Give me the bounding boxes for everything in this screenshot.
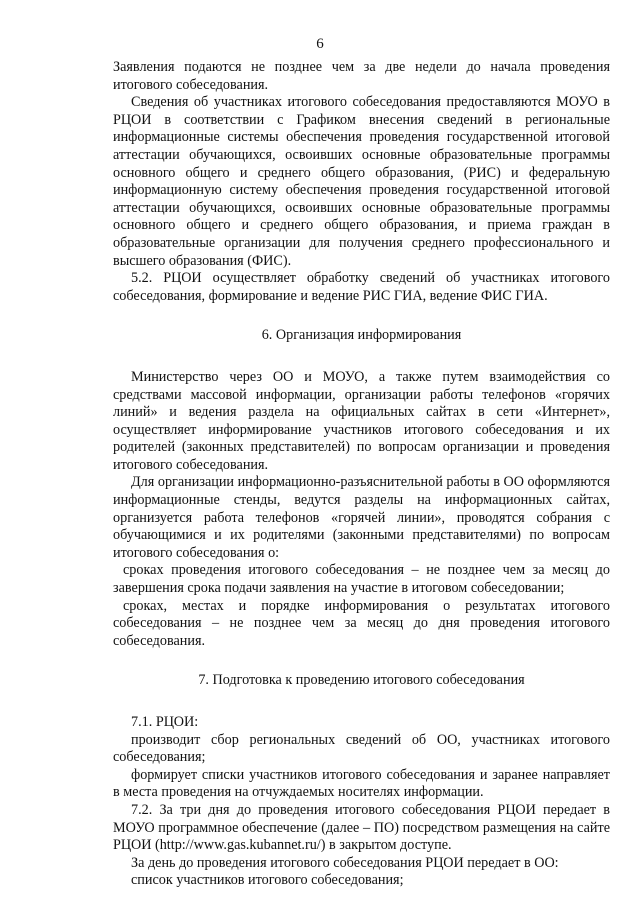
paragraph: 5.2. РЦОИ осуществляет обработку сведений об участниках итогового собеседования, формирование и ведение РИС ГИА, ведение ФИС ГИА. — [113, 270, 610, 304]
paragraph: Министерство через ОО и МОУО, а также путем взаимодействия со средствами массовой информации, организации работы телефонов «горячих линий» и ведения раздела на официальных сайтах в сети «Интернет», осуществляет информирование участников итогового собеседования и их родителей (законных представителей) по вопросам организации и проведения итогового собеседования. — [113, 368, 610, 473]
paragraph: 7.1. РЦОИ: — [131, 714, 199, 730]
list-item: формирует списки участников итогового собеседования и заранее направляет в места проведения на отчуждаемых носителях информации. — [113, 766, 610, 801]
paragraph: Заявления подаются не позднее чем за две недели до начала проведения итогового собеседования. — [113, 59, 610, 93]
document-body — [113, 59, 610, 890]
paragraph: Для организации информационно-разъяснительной работы в ОО оформляются информационные стенды, ведутся разделы на информационных сайтах, организуется работа телефонов «горячей линии», проводятся собрания с обучающимися и их родителями (законными представителями) по вопросам итогового собеседования о: — [113, 474, 610, 561]
page-number: 6 — [316, 36, 324, 52]
paragraph: За день до проведения итогового собеседования РЦОИ передает в ОО: — [131, 854, 559, 871]
list-item: производит сбор региональных сведений об ОО, участниках итогового собеседования; — [113, 731, 610, 766]
paragraph: 7.2. За три дня до проведения итогового собеседования РЦОИ передает в МОУО программное обеспечение (далее – ПО) посредством размещения на сайте РЦОИ (http://www.gas.kubannet.ru/) в закрытом доступе. — [113, 801, 610, 854]
list-item: сроках, местах и порядке информирования о результатах итогового собеседования – не позднее чем за месяц до дня проведения итогового собеседования. — [113, 597, 610, 649]
section-heading-6: 6. Организация информирования — [261, 327, 462, 344]
list-item: список участников итогового собеседования; — [131, 872, 404, 889]
paragraph: Сведения об участниках итогового собеседования предоставляются МОУО в РЦОИ в соответствии с Графиком внесения сведений в региональные информационные системы обеспечения проведения государственной итоговой аттестации обучающихся, освоивших основные образовательные программы основного общего и среднего общего образования, (РИС) и федеральную информационную систему обеспечения проведения государственной итоговой аттестации обучающихся, освоивших основные образовательные программы основного общего и среднего общего образования, и приема граждан в образовательные организации для получения среднего профессионального и высшего образования (ФИС). — [113, 94, 610, 269]
list-item: сроках проведения итогового собеседования – не позднее чем за месяц до завершения срока подачи заявления на участие в итоговом собеседовании; — [113, 562, 610, 597]
section-heading-7: 7. Подготовка к проведению итогового собеседования — [198, 672, 525, 689]
